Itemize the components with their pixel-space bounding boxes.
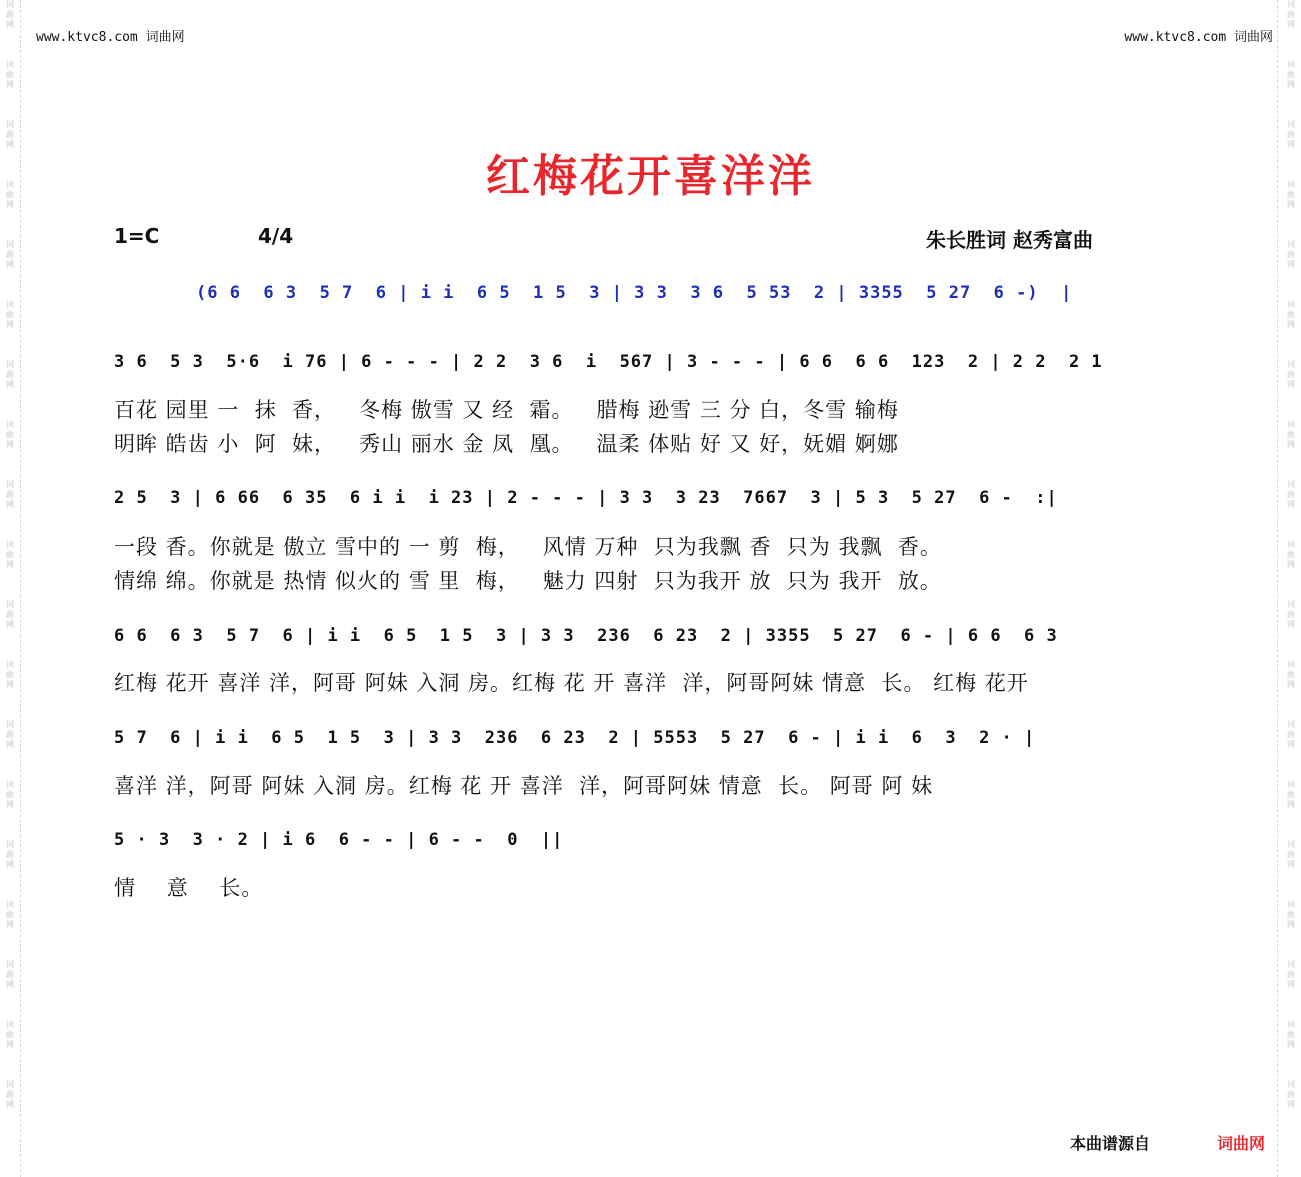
watermark-char: 曲	[1287, 610, 1295, 619]
watermark-char: 词	[1287, 900, 1295, 909]
watermark-gap	[2, 990, 18, 1020]
notation-line-4: 5 7 6 | i i 6 5 1 5 3 | 3 3 236 6 23 2 | 5553 5 27 6 - | i i 6 3 2 · |	[114, 728, 1036, 748]
watermark-char: 网	[1287, 380, 1295, 389]
watermark-char: 词	[6, 900, 14, 909]
watermark-gap	[1283, 1050, 1299, 1080]
watermark-char: 曲	[1287, 790, 1295, 799]
watermark-char: 网	[6, 260, 14, 269]
watermark-char: 词	[1287, 600, 1295, 609]
watermark-char: 词	[6, 360, 14, 369]
watermark-char: 曲	[1287, 370, 1295, 379]
watermark-char: 网	[1287, 740, 1295, 749]
watermark-char: 曲	[6, 670, 14, 679]
watermark-char: 词	[1287, 780, 1295, 789]
watermark-char: 网	[6, 140, 14, 149]
watermark-char: 网	[1287, 680, 1295, 689]
watermark-char: 网	[6, 740, 14, 749]
watermark-char: 词	[6, 180, 14, 189]
lyric-line-2-verse-2: 情绵 绵。你就是 热情 似火的 雪 里 梅， 魅力 四射 只为我开 放 只为 我开 放。	[114, 569, 942, 593]
watermark-char: 词	[1287, 1080, 1295, 1089]
watermark-char: 网	[6, 20, 14, 29]
watermark-char: 网	[1287, 920, 1295, 929]
watermark-gap	[2, 210, 18, 240]
watermark-gap	[2, 450, 18, 480]
watermark-char: 词	[6, 480, 14, 489]
lyric-line-1-verse-1: 百花 园里 一 抹 香， 冬梅 傲雪 又 经 霜。 腊梅 逊雪 三 分 白，冬雪 输梅	[114, 398, 899, 422]
watermark-char: 曲	[1287, 730, 1295, 739]
watermark-gap	[1283, 330, 1299, 360]
watermark-char: 曲	[1287, 430, 1295, 439]
watermark-char: 曲	[6, 430, 14, 439]
watermark-gap	[1283, 390, 1299, 420]
watermark-char: 网	[6, 560, 14, 569]
watermark-char: 网	[1287, 860, 1295, 869]
watermark-char: 网	[1287, 980, 1295, 989]
watermark-char: 曲	[6, 130, 14, 139]
intro-notation: (6 6 6 3 5 7 6 | i i 6 5 1 5 3 | 3 3 3 6 5 53 2 | 3355 5 27 6 -) |	[196, 283, 1073, 303]
watermark-char: 网	[6, 860, 14, 869]
watermark-char: 网	[6, 620, 14, 629]
watermark-gap	[2, 750, 18, 780]
watermark-char: 网	[1287, 140, 1295, 149]
watermark-char: 网	[6, 920, 14, 929]
watermark-char: 曲	[6, 370, 14, 379]
watermark-char: 曲	[6, 190, 14, 199]
watermark-char: 网	[6, 1100, 14, 1109]
watermark-gap	[1283, 1110, 1299, 1140]
watermark-char: 词	[6, 960, 14, 969]
watermark-gap	[1283, 570, 1299, 600]
watermark-char: 词	[6, 420, 14, 429]
watermark-char: 曲	[1287, 850, 1295, 859]
watermark-char: 网	[6, 680, 14, 689]
lyric-line-4: 喜洋 洋，阿哥 阿妹 入洞 房。红梅 花 开 喜洋 洋，阿哥阿妹 情意 长。 阿哥 阿 妹	[114, 774, 934, 798]
watermark-char: 词	[6, 1020, 14, 1029]
watermark-char: 曲	[1287, 970, 1295, 979]
song-title: 红梅花开喜洋洋	[486, 151, 815, 202]
lyric-line-1-verse-2: 明眸 皓齿 小 阿 妹， 秀山 丽水 金 凤 凰。 温柔 体贴 好 又 好，妩媚 婀娜	[114, 432, 899, 456]
watermark-char: 网	[6, 80, 14, 89]
watermark-char: 网	[1287, 500, 1295, 509]
watermark-char: 曲	[1287, 1030, 1295, 1039]
watermark-gap	[1283, 990, 1299, 1020]
watermark-char: 网	[1287, 20, 1295, 29]
watermark-char: 曲	[1287, 550, 1295, 559]
watermark-char: 网	[1287, 260, 1295, 269]
watermark-char: 网	[6, 320, 14, 329]
watermark-gap	[2, 870, 18, 900]
watermark-char: 词	[1287, 420, 1295, 429]
watermark-gap	[1283, 210, 1299, 240]
watermark-char: 词	[6, 300, 14, 309]
watermark-char: 网	[1287, 440, 1295, 449]
watermark-char: 词	[6, 1080, 14, 1089]
watermark-gap	[2, 270, 18, 300]
watermark-char: 曲	[6, 1030, 14, 1039]
watermark-gap	[2, 1110, 18, 1140]
watermark-char: 曲	[6, 10, 14, 19]
watermark-char: 词	[6, 0, 14, 9]
watermark-char: 网	[1287, 80, 1295, 89]
watermark-gap	[2, 390, 18, 420]
watermark-char: 词	[1287, 300, 1295, 309]
watermark-gap	[1283, 450, 1299, 480]
watermark-char: 词	[6, 540, 14, 549]
watermark-char: 网	[6, 980, 14, 989]
watermark-gap	[1283, 690, 1299, 720]
watermark-char: 词	[1287, 480, 1295, 489]
watermark-char: 曲	[6, 970, 14, 979]
notation-line-1: 3 6 5 3 5·6 i 76 | 6 - - - | 2 2 3 6 i 567 | 3 - - - | 6 6 6 6 123 2 | 2 2 2 1	[114, 352, 1103, 372]
watermark-gap	[1283, 30, 1299, 60]
watermark-char: 曲	[6, 550, 14, 559]
watermark-gap	[2, 30, 18, 60]
site-url-right[interactable]: www.ktvc8.com 词曲网	[1124, 30, 1273, 45]
site-url-left[interactable]: www.ktvc8.com 词曲网	[36, 30, 185, 45]
notation-line-3: 6 6 6 3 5 7 6 | i i 6 5 1 5 3 | 3 3 236 6 23 2 | 3355 5 27 6 - | 6 6 6 3	[114, 626, 1058, 646]
watermark-char: 曲	[6, 610, 14, 619]
watermark-char: 曲	[1287, 250, 1295, 259]
watermark-char: 曲	[6, 790, 14, 799]
watermark-gap	[1283, 750, 1299, 780]
watermark-char: 网	[6, 1040, 14, 1049]
watermark-char: 词	[6, 780, 14, 789]
watermark-char: 曲	[1287, 190, 1295, 199]
footer-source-label: 本曲谱源自	[1070, 1134, 1151, 1153]
watermark-char: 词	[1287, 720, 1295, 729]
watermark-char: 词	[1287, 540, 1295, 549]
watermark-gap	[2, 90, 18, 120]
watermark-char: 网	[1287, 1040, 1295, 1049]
watermark-char: 曲	[1287, 310, 1295, 319]
watermark-char: 曲	[1287, 130, 1295, 139]
watermark-char: 词	[1287, 360, 1295, 369]
watermark-char: 词	[1287, 0, 1295, 9]
watermark-gap	[2, 1050, 18, 1080]
watermark-char: 词	[1287, 180, 1295, 189]
watermark-gap	[2, 330, 18, 360]
watermark-char: 词	[6, 660, 14, 669]
watermark-char: 词	[1287, 60, 1295, 69]
watermark-char: 词	[6, 60, 14, 69]
watermark-gap	[1283, 810, 1299, 840]
watermark-char: 网	[1287, 560, 1295, 569]
watermark-gap	[1283, 270, 1299, 300]
watermark-gap	[1283, 90, 1299, 120]
watermark-gap	[1283, 930, 1299, 960]
song-credits: 朱长胜词 赵秀富曲	[926, 228, 1093, 252]
notation-line-5: 5 · 3 3 · 2 | i 6 6 - - | 6 - - 0 ||	[114, 830, 564, 850]
watermark-char: 网	[1287, 800, 1295, 809]
watermark-gap	[2, 630, 18, 660]
watermark-char: 曲	[6, 730, 14, 739]
watermark-gap	[2, 810, 18, 840]
watermark-char: 曲	[6, 310, 14, 319]
watermark-char: 曲	[1287, 10, 1295, 19]
watermark-gap	[1283, 870, 1299, 900]
watermark-char: 网	[6, 800, 14, 809]
key-signature: 1=C	[114, 224, 160, 248]
watermark-char: 网	[6, 500, 14, 509]
watermark-char: 网	[6, 440, 14, 449]
watermark-char: 曲	[1287, 70, 1295, 79]
watermark-char: 词	[1287, 840, 1295, 849]
watermark-gap	[1283, 510, 1299, 540]
watermark-char: 曲	[6, 910, 14, 919]
watermark-char: 曲	[6, 490, 14, 499]
lyric-line-2-verse-1: 一段 香。你就是 傲立 雪中的 一 剪 梅， 风情 万种 只为我飘 香 只为 我飘 香。	[114, 535, 942, 559]
watermark-char: 曲	[6, 250, 14, 259]
watermark-char: 词	[1287, 240, 1295, 249]
watermark-char: 网	[6, 380, 14, 389]
watermark-char: 曲	[6, 70, 14, 79]
watermark-char: 曲	[1287, 910, 1295, 919]
time-signature: 4/4	[258, 224, 294, 248]
watermark-char: 词	[1287, 120, 1295, 129]
footer-site-link[interactable]: 词曲网	[1217, 1134, 1266, 1153]
notation-line-2: 2 5 3 | 6 66 6 35 6 i i i 23 | 2 - - - | 3 3 3 23 7667 3 | 5 3 5 27 6 - :|	[114, 488, 1058, 508]
watermark-gap	[1283, 630, 1299, 660]
watermark-gap	[2, 690, 18, 720]
watermark-char: 词	[6, 720, 14, 729]
watermark-char: 词	[1287, 960, 1295, 969]
watermark-char: 网	[1287, 320, 1295, 329]
watermark-char: 词	[1287, 1020, 1295, 1029]
watermark-char: 词	[6, 120, 14, 129]
watermark-char: 曲	[1287, 1090, 1295, 1099]
watermark-gap	[2, 510, 18, 540]
watermark-char: 曲	[1287, 490, 1295, 499]
watermark-char: 词	[1287, 660, 1295, 669]
lyric-line-3: 红梅 花开 喜洋 洋，阿哥 阿妹 入洞 房。红梅 花 开 喜洋 洋，阿哥阿妹 情意 长。 红梅 花开	[114, 671, 1029, 695]
watermark-gap	[2, 570, 18, 600]
watermark-char: 网	[1287, 620, 1295, 629]
watermark-char: 网	[6, 200, 14, 209]
watermark-char: 曲	[6, 850, 14, 859]
watermark-char: 词	[6, 240, 14, 249]
watermark-char: 网	[1287, 1100, 1295, 1109]
watermark-gap	[2, 930, 18, 960]
watermark-char: 网	[1287, 200, 1295, 209]
lyric-line-5: 情 意 长。	[114, 876, 264, 900]
watermark-char: 曲	[1287, 670, 1295, 679]
watermark-char: 曲	[6, 1090, 14, 1099]
watermark-char: 词	[6, 600, 14, 609]
watermark-char: 词	[6, 840, 14, 849]
